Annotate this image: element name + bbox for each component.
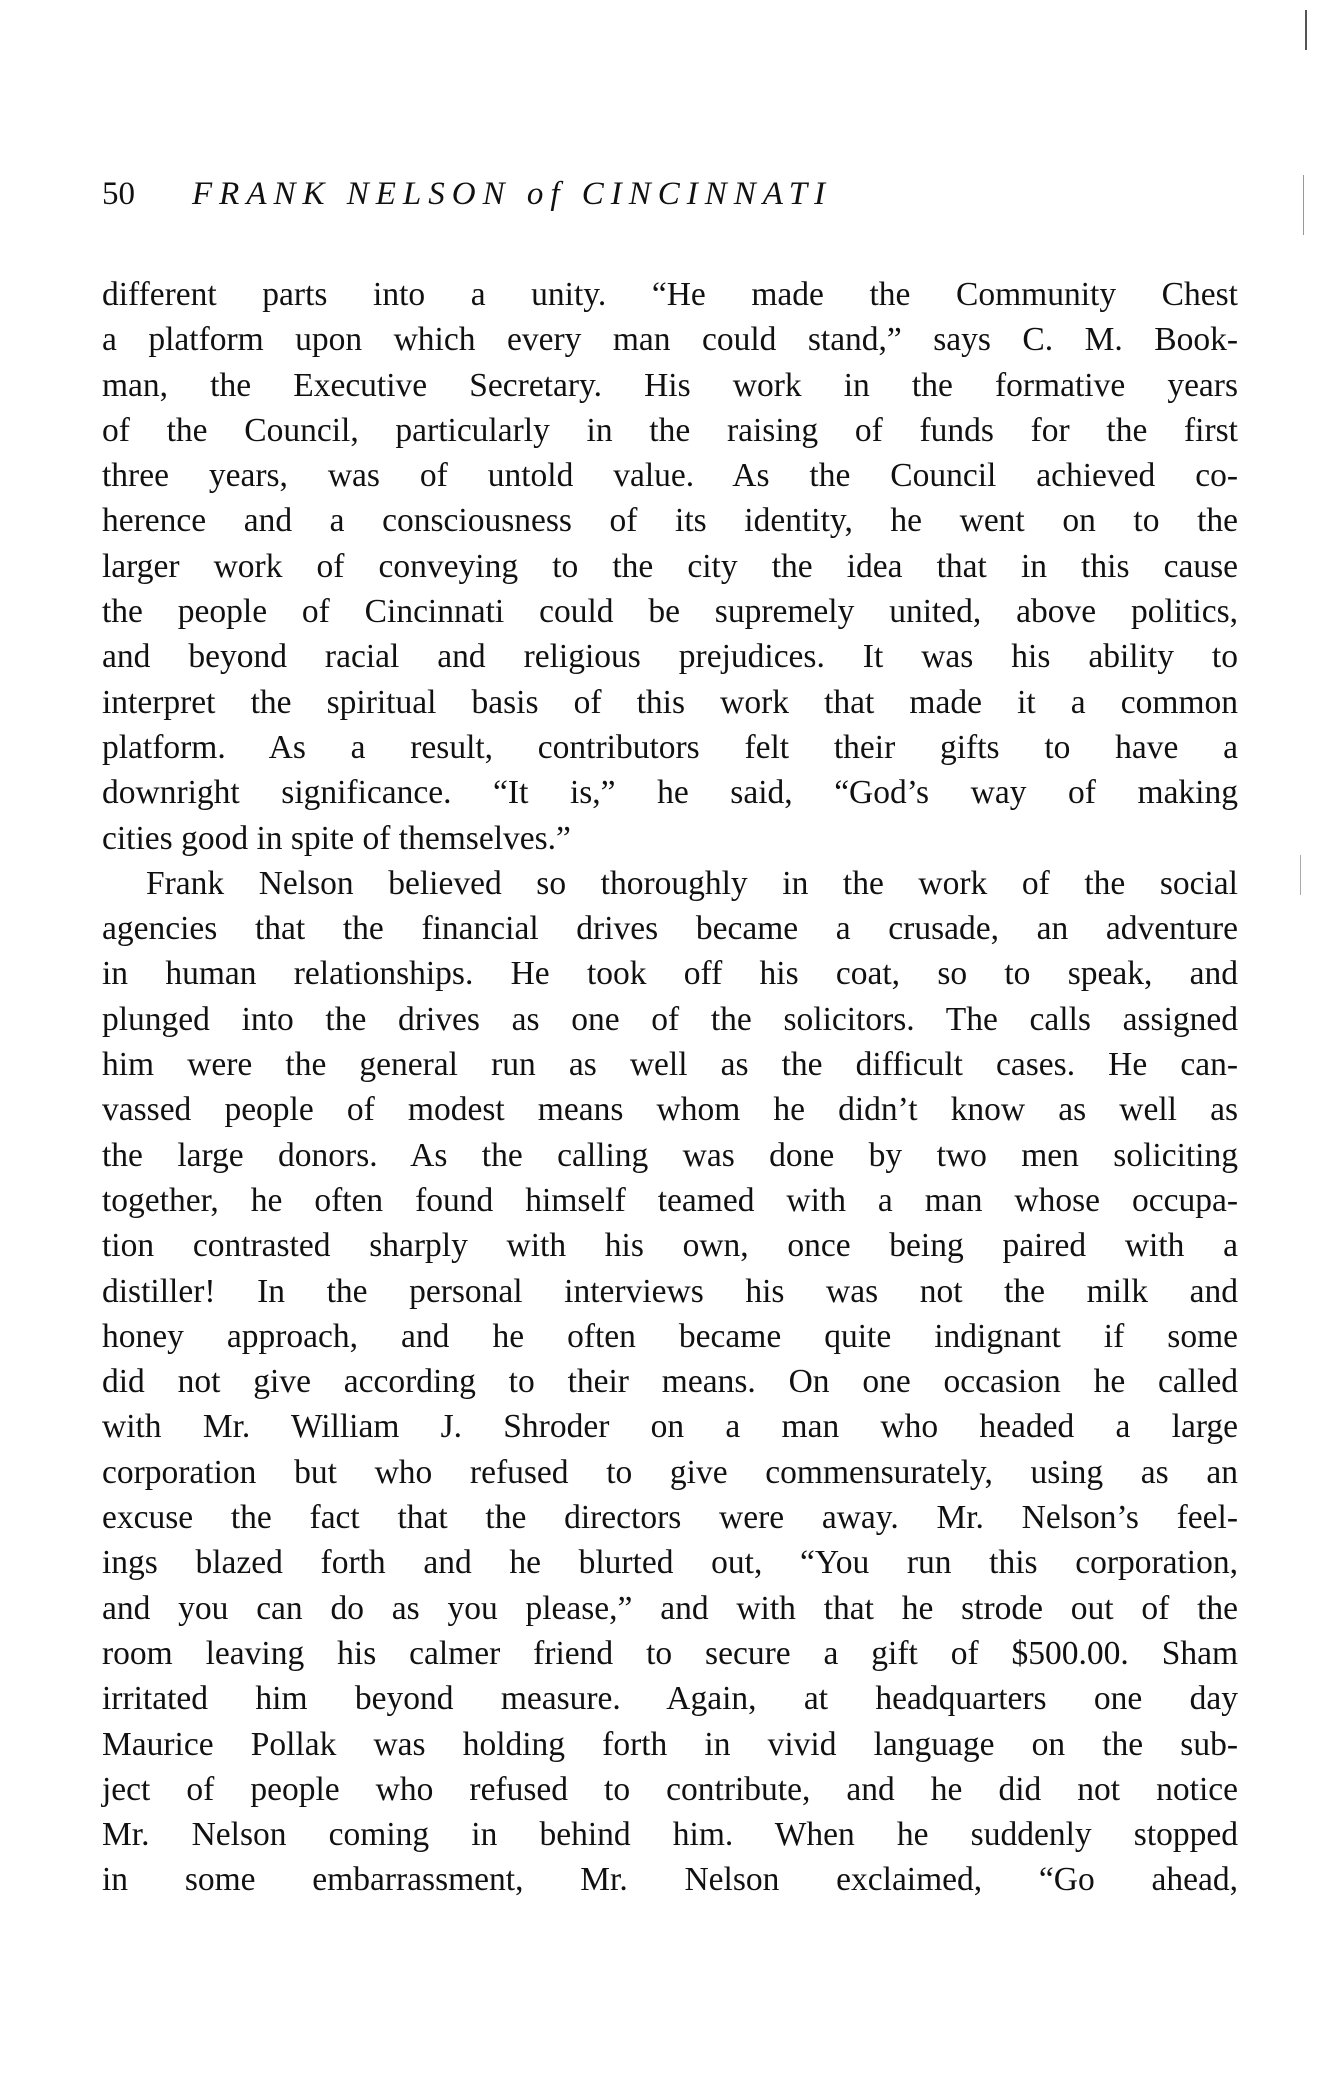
text-line: different parts into a unity. “He made the Community Chest	[102, 276, 1238, 313]
text-line: Maurice Pollak was holding forth in vivid language on the sub-	[102, 1725, 1238, 1763]
text-line: and you can do as you please,” and with that he strode out of the	[102, 1589, 1238, 1627]
text-line: cities good in spite of themselves.”	[102, 819, 571, 857]
text-line: agencies that the financial drives became a crusade, an adventure	[102, 910, 1238, 948]
text-line: in human relationships. He took off his coat, so to speak, and	[102, 955, 1238, 993]
text-line: ject of people who refused to contribute, and he did not notice	[102, 1770, 1238, 1808]
text-line: the large donors. As the calling was done by two men soliciting	[102, 1136, 1238, 1174]
text-line: of the Council, particularly in the raising of funds for the first	[102, 411, 1238, 449]
text-line: Frank Nelson believed so thoroughly in the work of the social	[146, 864, 1238, 902]
body-text	[102, 272, 1238, 1903]
text-line: Mr. Nelson coming in behind him. When he suddenly stopped	[102, 1816, 1238, 1854]
text-line: plunged into the drives as one of the solicitors. The calls assigned	[102, 1000, 1238, 1038]
text-line: platform. As a result, contributors felt their gifts to have a	[102, 728, 1238, 766]
text-line: three years, was of untold value. As the Council achieved co-	[102, 457, 1238, 495]
text-line: together, he often found himself teamed with a man whose occupa-	[102, 1181, 1238, 1219]
text-line: distiller! In the personal interviews his was not the milk and	[102, 1272, 1238, 1310]
text-line: with Mr. William J. Shroder on a man who headed a large	[102, 1408, 1238, 1446]
page-number: 50	[102, 176, 135, 212]
text-line: interpret the spiritual basis of this work that made it a common	[102, 683, 1238, 721]
text-line: in some embarrassment, Mr. Nelson exclaimed, “Go ahead,	[102, 1861, 1238, 1899]
text-line: tion contrasted sharply with his own, once being paired with a	[102, 1227, 1238, 1265]
running-title: FRANK NELSON of CINCINNATI	[192, 176, 833, 212]
scan-edge-mark	[1305, 10, 1307, 50]
text-line: him were the general run as well as the difficult cases. He can-	[102, 1046, 1238, 1084]
text-line: corporation but who refused to give commensurately, using as an	[102, 1453, 1238, 1491]
running-header	[102, 176, 1132, 226]
text-line: excuse the fact that the directors were away. Mr. Nelson’s feel-	[102, 1499, 1238, 1537]
text-line: a platform upon which every man could stand,” says C. M. Book-	[102, 321, 1238, 359]
text-line: did not give according to their means. On one occasion he called	[102, 1363, 1238, 1401]
text-line: downright significance. “It is,” he said, “God’s way of making	[102, 774, 1238, 812]
text-line: and beyond racial and religious prejudices. It was his ability to	[102, 638, 1238, 676]
scan-edge-mark	[1300, 855, 1301, 895]
text-line: the people of Cincinnati could be supremely united, above politics,	[102, 593, 1238, 631]
text-line: herence and a consciousness of its identity, he went on to the	[102, 502, 1238, 540]
text-line: honey approach, and he often became quite indignant if some	[102, 1317, 1238, 1355]
scan-edge-mark	[1303, 175, 1304, 235]
text-line: ings blazed forth and he blurted out, “You run this corporation,	[102, 1544, 1238, 1582]
text-line: irritated him beyond measure. Again, at headquarters one day	[102, 1680, 1238, 1718]
text-line: larger work of conveying to the city the idea that in this cause	[102, 547, 1238, 585]
text-line: man, the Executive Secretary. His work in the formative years	[102, 366, 1238, 404]
text-line: room leaving his calmer friend to secure a gift of $500.00. Sham	[102, 1634, 1238, 1672]
text-line: vassed people of modest means whom he didn’t know as well as	[102, 1091, 1238, 1129]
